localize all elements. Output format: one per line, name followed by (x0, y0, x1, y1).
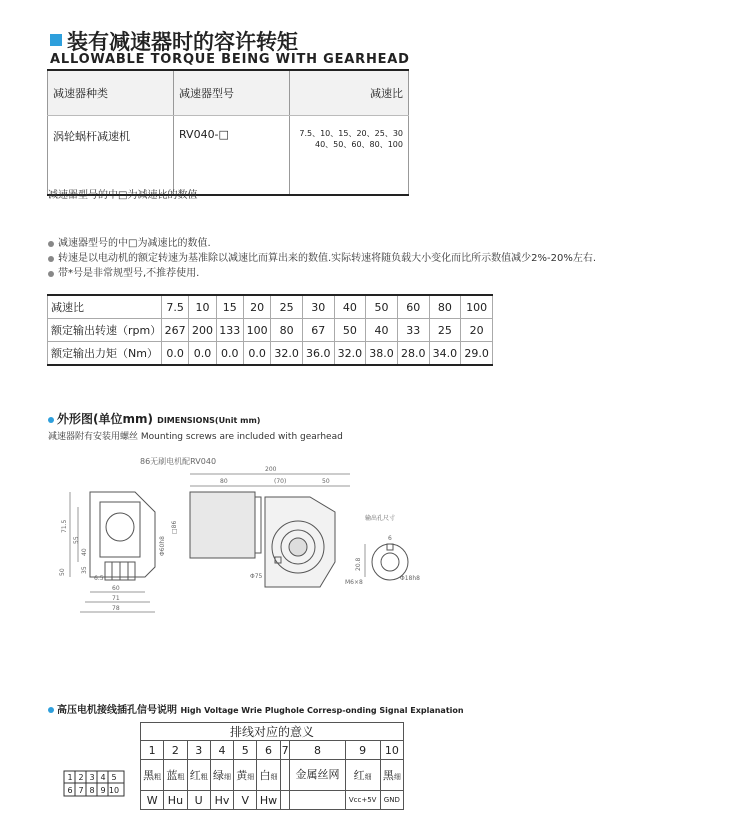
page-subtitle: ALLOWABLE TORQUE BEING WITH GEARHEAD (50, 52, 410, 67)
table-cell: 33 (397, 319, 429, 342)
table-cell: 30 (302, 295, 334, 319)
pin-number: 9 (345, 741, 380, 760)
drawing-caption: 86无刷电机配RV040 (140, 457, 217, 466)
dim-motor: 80 (220, 478, 228, 485)
output-note: 输出孔尺寸 (365, 515, 396, 522)
row-label: 额定输出转速（rpm） (48, 319, 162, 342)
pin-number-row (141, 741, 404, 760)
wiring-table-title: 排线对应的意义 (141, 723, 404, 741)
table-cell: 80 (429, 295, 461, 319)
pin-number: 8 (290, 741, 345, 760)
svg-text:1: 1 (67, 773, 73, 782)
page-title: 装有减速器时的容许转矩 (67, 30, 298, 54)
signal: Hv (210, 791, 233, 810)
table-cell: 0.0 (243, 342, 270, 366)
bullet-item (48, 266, 596, 281)
dim-w3: 78 (112, 605, 120, 612)
pin-number: 7 (280, 741, 290, 760)
reducer-ratios (290, 116, 409, 196)
dim-h5: 50 (59, 568, 66, 576)
table-cell: 36.0 (302, 342, 334, 366)
dim-key1: 6 (388, 535, 392, 542)
dim-h3: 40 (81, 548, 88, 556)
bullet-icon (48, 271, 54, 277)
reducer-model: RV040-□ (174, 116, 290, 196)
header-ratio: 减速比 (290, 70, 409, 116)
table-cell: 10 (189, 295, 216, 319)
table-cell: 267 (162, 319, 189, 342)
table-cell: 133 (216, 319, 243, 342)
table-cell: 0.0 (162, 342, 189, 366)
pin-number: 5 (234, 741, 257, 760)
svg-text:8: 8 (89, 786, 95, 795)
ratio-row (48, 295, 493, 319)
table-cell: 80 (271, 319, 303, 342)
table-cell: 20 (461, 319, 493, 342)
table-cell: 50 (334, 319, 366, 342)
bullet-item (48, 236, 596, 251)
svg-text:4: 4 (100, 773, 106, 782)
wire-color: 黑粗 (141, 760, 164, 791)
torque-table (47, 294, 493, 366)
signal: Vcc+5V (345, 791, 380, 810)
dimensions-heading (48, 410, 260, 427)
svg-text:5: 5 (111, 773, 117, 782)
svg-text:7: 7 (78, 786, 84, 795)
wire-color: 红细 (345, 760, 380, 791)
reducer-note: 减速器型号的中□为减速比的数值 (48, 190, 198, 201)
table-cell: 0.0 (216, 342, 243, 366)
speed-row (48, 319, 493, 342)
wire-color: 黄细 (234, 760, 257, 791)
table-cell: 38.0 (366, 342, 398, 366)
svg-text:9: 9 (100, 786, 106, 795)
dim-bolt: M6×8 (345, 579, 363, 586)
wiring-title: 高压电机接线插孔信号说明 (57, 705, 177, 716)
table-cell: 50 (366, 295, 398, 319)
table-cell: 32.0 (271, 342, 303, 366)
bullet-text: 转速是以电动机的额定转速为基准除以减速比而算出来的数值.实际转速将随负载大小变化而比所示数值减少2%-20%左右. (58, 253, 597, 264)
table-cell: 29.0 (461, 342, 493, 366)
bullet-text: 减速器型号的中□为减速比的数值. (58, 238, 211, 249)
pin-number: 6 (257, 741, 280, 760)
bullet-icon (48, 256, 54, 262)
table-cell: 15 (216, 295, 243, 319)
signal: U (187, 791, 210, 810)
svg-text:3: 3 (89, 773, 95, 782)
connector-icon (63, 770, 125, 797)
table-cell: 34.0 (429, 342, 461, 366)
ratios-line1: 7.5、10、15、20、25、30 (299, 129, 403, 138)
signal: V (234, 791, 257, 810)
side-view (190, 474, 408, 587)
signal (280, 791, 290, 810)
dim-h1: 71.5 (61, 519, 68, 533)
pin-number: 10 (380, 741, 403, 760)
pin-number: 3 (187, 741, 210, 760)
wiring-title-en: High Voltage Wrie Plughole Corresp-onding Signal Explanation (180, 706, 464, 715)
dimension-drawing (60, 452, 640, 632)
header-type: 减速器种类 (48, 70, 174, 116)
section-dot-icon (48, 707, 54, 713)
torque-row (48, 342, 493, 366)
signal: Hu (164, 791, 187, 810)
bullet-icon (48, 241, 54, 247)
wiring-heading (48, 701, 464, 716)
wire-color: 绿细 (210, 760, 233, 791)
pin-number: 4 (210, 741, 233, 760)
dim-h4: 35 (81, 566, 88, 574)
svg-text:6: 6 (67, 786, 73, 795)
dim-h2: 55 (73, 536, 80, 544)
table-cell: 28.0 (397, 342, 429, 366)
reducer-table (47, 69, 409, 196)
ratios-line2: 40、50、60、80、100 (315, 140, 403, 149)
wire-color: 黑细 (380, 760, 403, 791)
wire-color (280, 760, 290, 791)
svg-text:2: 2 (78, 773, 84, 782)
table-cell: 0.0 (189, 342, 216, 366)
signal-row (141, 791, 404, 810)
dimensions-title-en: DIMENSIONS(Unit mm) (157, 416, 261, 425)
signal: W (141, 791, 164, 810)
row-label: 额定输出力矩（Nm） (48, 342, 162, 366)
table-cell: 25 (271, 295, 303, 319)
section-dot-icon (48, 417, 54, 423)
table-cell: 32.0 (334, 342, 366, 366)
table-cell: 100 (461, 295, 493, 319)
wiring-table (140, 722, 404, 810)
dim-h6: 6.5 (94, 575, 104, 582)
bullet-text: 带*号是非常规型号,不推荐使用. (58, 268, 200, 279)
dim-w1: 60 (112, 585, 120, 592)
table-cell: 20 (243, 295, 270, 319)
wire-color: 白细 (257, 760, 280, 791)
signal: GND (380, 791, 403, 810)
dim-mid: (70) (274, 478, 287, 485)
signal (290, 791, 345, 810)
reducer-type: 涡轮蜗杆减速机 (48, 116, 174, 196)
dimensions-title: 外形图(单位mm) (57, 412, 153, 426)
dim-dia1: Φ60h8 (159, 536, 166, 556)
header-model: 减速器型号 (174, 70, 290, 116)
wire-color: 金属丝网 (290, 760, 345, 791)
dim-key2: 20.8 (355, 557, 362, 571)
row-label: 减速比 (48, 295, 162, 319)
table-cell: 100 (243, 319, 270, 342)
dim-key3: Φ18h8 (400, 575, 420, 582)
dim-dia2: Φ75 (250, 573, 263, 580)
table-cell: 67 (302, 319, 334, 342)
wire-color: 蓝粗 (164, 760, 187, 791)
bullet-item (48, 251, 596, 266)
table-cell: 40 (334, 295, 366, 319)
bullet-list (48, 236, 596, 281)
dim-square: □86 (171, 520, 178, 534)
title-marker (50, 34, 62, 46)
signal: Hw (257, 791, 280, 810)
pin-number: 1 (141, 741, 164, 760)
svg-text:10: 10 (108, 786, 120, 795)
table-cell: 200 (189, 319, 216, 342)
table-cell: 7.5 (162, 295, 189, 319)
table-cell: 40 (366, 319, 398, 342)
table-cell: 60 (397, 295, 429, 319)
table-cell: 25 (429, 319, 461, 342)
dim-right: 50 (322, 478, 330, 485)
wire-color-row (141, 760, 404, 791)
dimensions-subtitle-cn: 减速器附有安装用螺丝 (48, 432, 139, 442)
dimensions-subtitle-en: Mounting screws are included with gearhead (140, 432, 343, 442)
dim-w2: 71 (112, 595, 120, 602)
dimensions-subtitle (48, 429, 343, 442)
wire-color: 红粗 (187, 760, 210, 791)
dim-total: 200 (265, 466, 277, 473)
pin-number: 2 (164, 741, 187, 760)
